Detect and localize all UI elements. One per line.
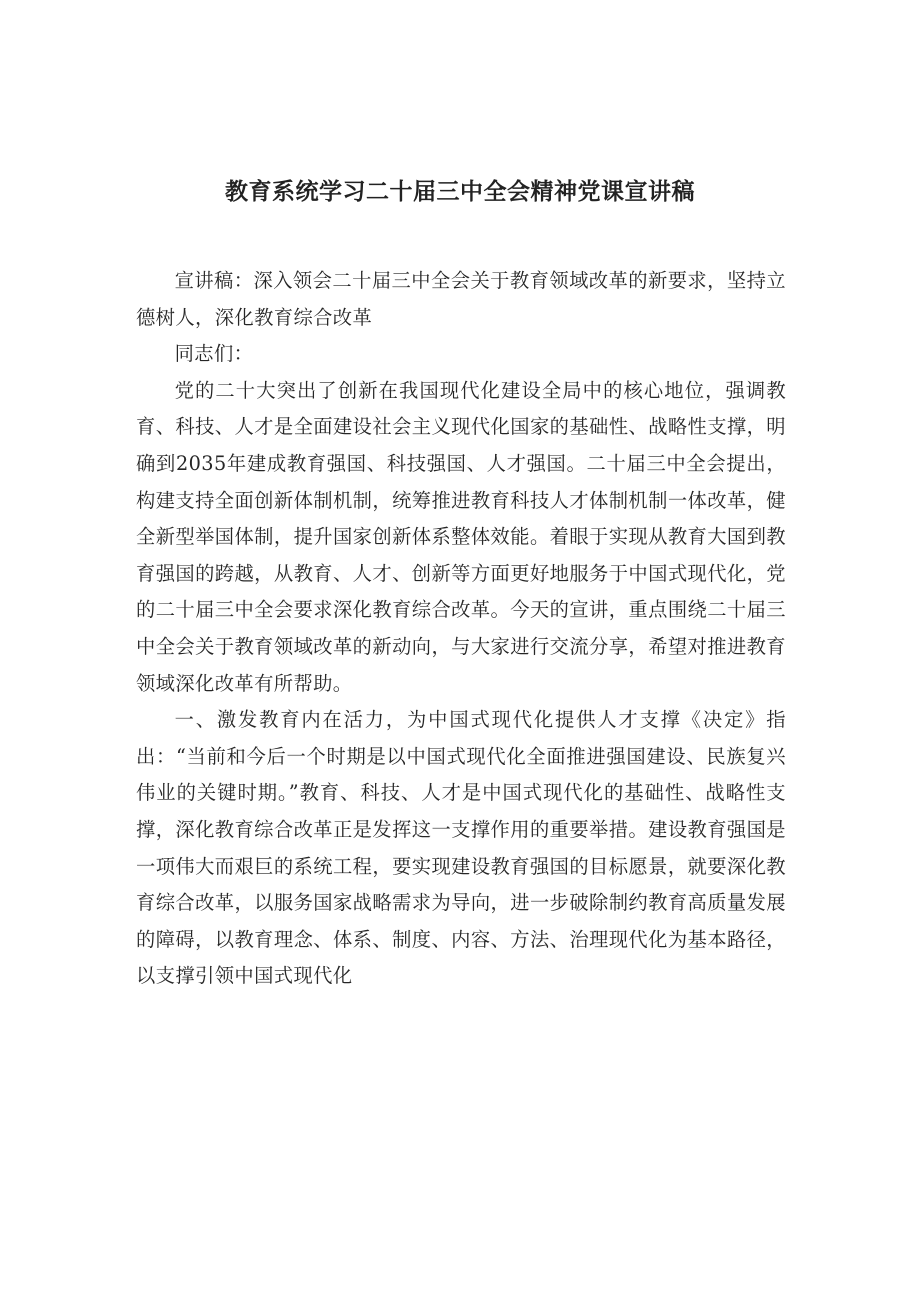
paragraph-intro: 党的二十大突出了创新在我国现代化建设全局中的核心地位，强调教育、科技、人才是全面建设社会主义现代化国家的基础性、战略性支撑，明确到2035年建成教育强国、科技强国、人才强国。二十届三中全会提出，构建支持全面创新体制机制，统筹推进教育科技人才体制机制一体改革，健全新型举国体制，提升国家创新体系整体效能。着眼于实现从教育大国到教育强国的跨越，从教育、人才、创新等方面更好地服务于中国式现代化，党的二十届三中全会要求深化教育综合改革。今天的宣讲，重点围绕二十届三中全会关于教育领域改革的新动向，与大家进行交流分享，希望对推进教育领域深化改革有所帮助。	[136, 378, 786, 695]
paragraph-subtitle: 宣讲稿：深入领会二十届三中全会关于教育领域改革的新要求，坚持立德树人，深化教育综合改革	[136, 269, 786, 329]
paragraph-salutation: 同志们：	[174, 342, 254, 366]
document-title: 教育系统学习二十届三中全会精神党课宣讲稿	[225, 179, 695, 205]
paragraph-section-one: 一、激发教育内在活力，为中国式现代化提供人才支撑《决定》指出：“当前和今后一个时期是以中国式现代化全面推进强国建设、民族复兴伟业的关键时期。”教育、科技、人才是中国式现代化的基础性、战略性支撑，深化教育综合改革正是发挥这一支撑作用的重要举措。建设教育强国是一项伟大而艰巨的系统工程，要实现建设教育强国的目标愿景，就要深化教育综合改革，以服务国家战略需求为导向，进一步破除制约教育高质量发展的障碍，以教育理念、体系、制度、内容、方法、治理现代化为基本路径，以支撑引领中国式现代化	[136, 708, 786, 988]
document-body	[136, 263, 786, 995]
